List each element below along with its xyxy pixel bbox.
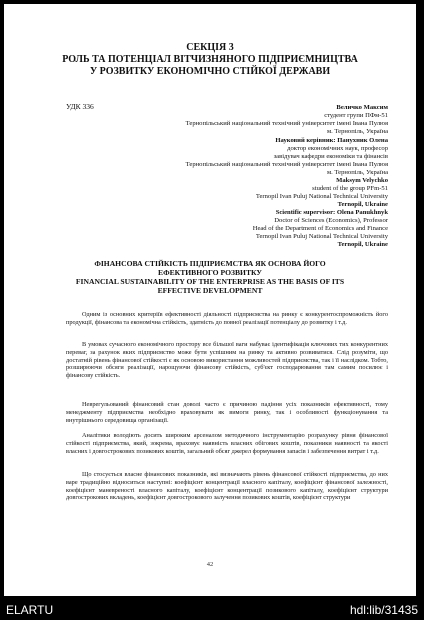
supervisor-name-en: Scientific supervisor: Olena Panukhnyk — [275, 209, 388, 216]
udk-code: УДК 336 — [66, 102, 94, 111]
author-university: Тернопільський національний технічний університет імені Івана Пулюя — [185, 120, 388, 127]
paper-title-ua-line-2: ЕФЕКТИВНОГО РОЗВИТКУ — [158, 268, 262, 277]
supervisor-position-en: Head of the Department of Economics and Finance — [252, 225, 388, 232]
supervisor-university: Тернопільський національний технічний університет імені Івана Пулюя — [185, 161, 388, 168]
body-paragraph: Що стосується власне фінансових показників, які визначають рівень фінансової стійкості підприємства, до них варе традиційно відноситься наступні: коефіцієнт концентрації власного капіталу, коефіцієнт фінансової залежності, коефіцієнт маневреності власного капіталу, коефіцієнт концентрації позикового капіталу, коефіцієнт структури довгострокових вкладень, коефіцієнт довгострокового залучення позикових коштів, коефіцієнт структури — [66, 471, 388, 502]
supervisor-university-en: Ternopil Ivan Puluj National Technical University — [255, 233, 388, 240]
body-paragraph: В умовах сучасного економічного простору все більшої ваги набуває ідентифікація ключових тих конкурентних переваг, за рахунок яких підприємство може бути успішним на ринку та активно розвиватися. Слід розуміти, що достатній рівень фінансової стійкості є як основою використання можливостей підприємства, так і її наслідком. Тобто, розширюючи обсяги реалізації, нарощуючи фінансову стійкість, суб'єкт господарювання там самим посилює і фінансову стійкість. — [66, 341, 388, 380]
author-university-en: Ternopil Ivan Puluj National Technical University — [255, 193, 388, 200]
author-city-en: Ternopil, Ukraine — [337, 201, 388, 208]
page-number: 42 — [206, 561, 214, 568]
author-name-en: Maksym Velychko — [336, 177, 388, 184]
paper-title-en-line-2: EFFECTIVE DEVELOPMENT — [157, 286, 263, 295]
document-page — [4, 4, 416, 596]
supervisor-city: м. Тернопіль, Україна — [326, 169, 388, 176]
handle-identifier: hdl:lib/31435 — [349, 603, 418, 617]
section-title-line-1: РОЛЬ ТА ПОТЕНЦІАЛ ВІТЧИЗНЯНОГО ПІДПРИЄМНИЦТВА — [62, 54, 358, 65]
body-paragraph: Аналітики володіють досить широким арсеналом методичного інструментарію розрахунку рівня фінансової стійкості підприємства, який, зокрема, враховує наявність власних обігових коштів, показники наявності та якості власних і довгострокових позикових коштів, загальний обсяг джерел формування запасів і забезпечення витрат і т.д. — [66, 432, 388, 455]
body-paragraph: Одним із основних критеріїв ефективності діяльності підприємства на ринку є конкурентоспроможність його продукції, фінансова та економічна стійкість, здатність до повної реалізації потенціалу до розвитку і т.д. — [66, 311, 388, 326]
author-group: студент групи ПФм-51 — [324, 112, 388, 119]
body-paragraph: Неврегульований фінансовий стан доволі часто є причиною падіння усіх показників ефективності, тому менеджменту підприємства необхідно враховувати як вимоги ринку, так і особливості функціонування та внутрішнього середовища організації. — [66, 401, 388, 424]
paper-title-ua-line-1: ФІНАНСОВА СТІЙКІСТЬ ПІДПРИЄМСТВА ЯК ОСНОВА ЙОГО — [94, 259, 326, 268]
repository-label: ELARTU — [6, 603, 54, 617]
supervisor-degree-en: Doctor of Sciences (Economics), Professor — [274, 217, 388, 224]
supervisor-degree: доктор економічних наук, професор — [287, 145, 388, 152]
section-title-line-2: У РОЗВИТКУ ЕКОНОМІЧНО СТІЙКОЇ ДЕРЖАВИ — [89, 66, 331, 77]
supervisor-position: завідувач кафедри економіки та фінансів — [273, 153, 388, 160]
author-city: м. Тернопіль, Україна — [326, 128, 388, 135]
supervisor-name: Науковий керівник: Панухник Олена — [275, 137, 388, 144]
paper-title-en-line-1: FINANCIAL SUSTAINABILITY OF THE ENTERPRISE AS THE BASIS OF ITS — [75, 277, 345, 286]
section-heading: СЕКЦІЯ 3 — [186, 42, 234, 53]
author-group-en: student of the group PFm-51 — [312, 185, 388, 192]
author-name: Величко Максим — [336, 104, 388, 111]
supervisor-city-en: Ternopil, Ukraine — [337, 241, 388, 248]
